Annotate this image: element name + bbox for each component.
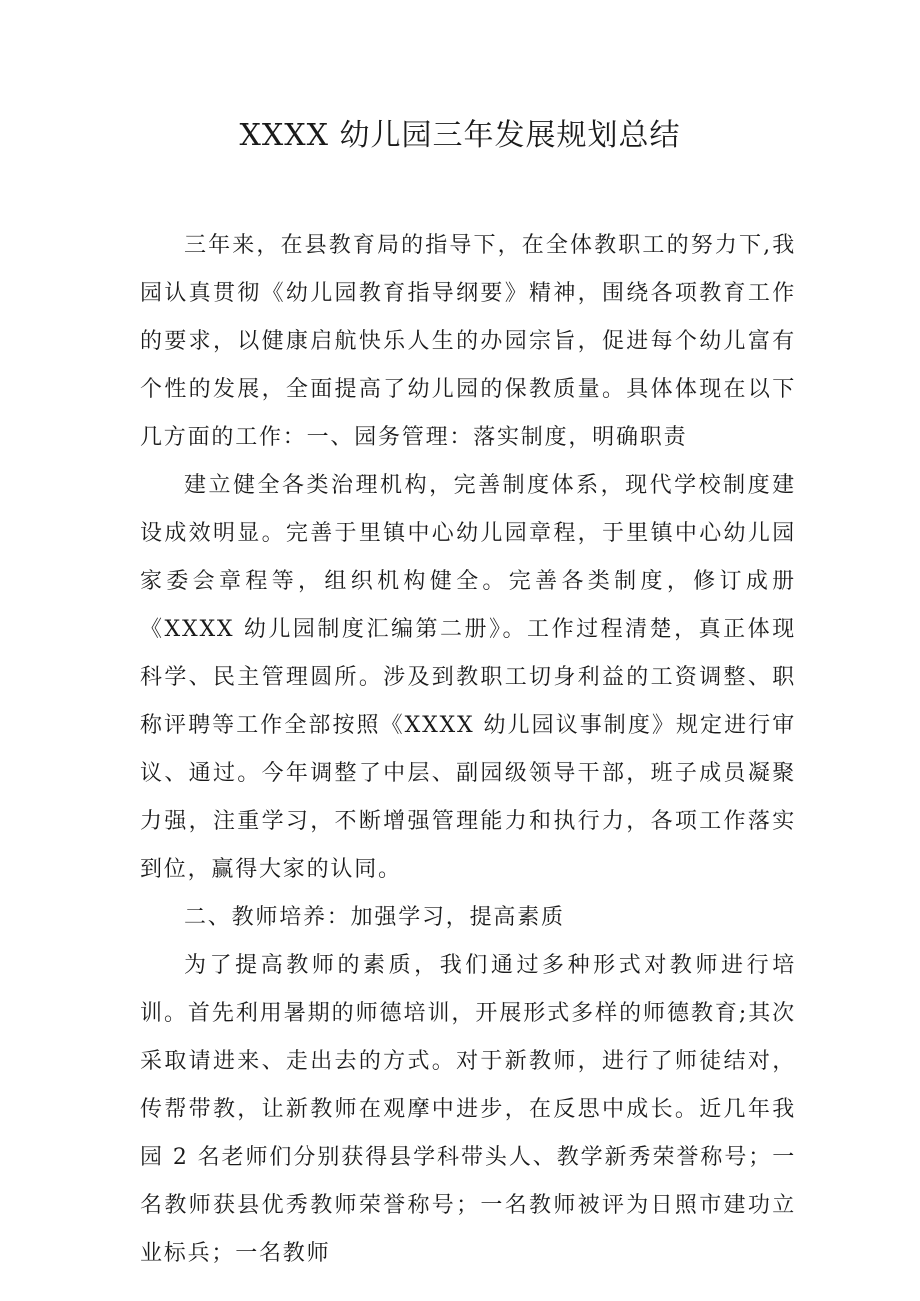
document-title: XXXX 幼儿园三年发展规划总结 xyxy=(239,118,681,153)
section-heading-teacher-training: 二、教师培养：加强学习，提高素质 xyxy=(184,905,565,930)
paragraph-teacher-training: 为了提高教师的素质，我们通过多种形式对教师进行培训。首先利用暑期的师德培训，开展形式多样的师德教育;其次采取请进来、走出去的方式。对于新教师，进行了师徒结对，传帮带教，让新教师在观摩中进步，在反思中成长。近几年我园 2 名老师们分别获得县学科带头人、教学新秀荣誉称号；一名教师获县优秀教师荣誉称号；一名教师被评为日照市建功立业标兵；一名教师 xyxy=(140,953,796,1266)
paragraph-management: 建立健全各类治理机构，完善制度体系，现代学校制度建设成效明显。完善于里镇中心幼儿园章程，于里镇中心幼儿园家委会章程等，组织机构健全。完善各类制度，修订成册《XXXX 幼儿园制度汇编第二册》。工作过程清楚，真正体现科学、民主管理圆所。涉及到教职工切身利益的工资调整、职称评聘等工作全部按照《XXXX 幼儿园议事制度》规定进行审议、通过。今年调整了中层、副园级领导干部，班子成员凝聚力强，注重学习，不断增强管理能力和执行力，各项工作落实到位，赢得大家的认同。 xyxy=(140,473,796,882)
document-body xyxy=(140,222,796,1278)
paragraph-intro: 三年来，在县教育局的指导下，在全体教职工的努力下,我园认真贯彻《幼儿园教育指导纲要》精神，围绕各项教育工作的要求，以健康启航快乐人生的办园宗旨，促进每个幼儿富有个性的发展，全面提高了幼儿园的保教质量。具体体现在以下几方面的工作：一、园务管理：落实制度，明确职责 xyxy=(140,233,796,450)
